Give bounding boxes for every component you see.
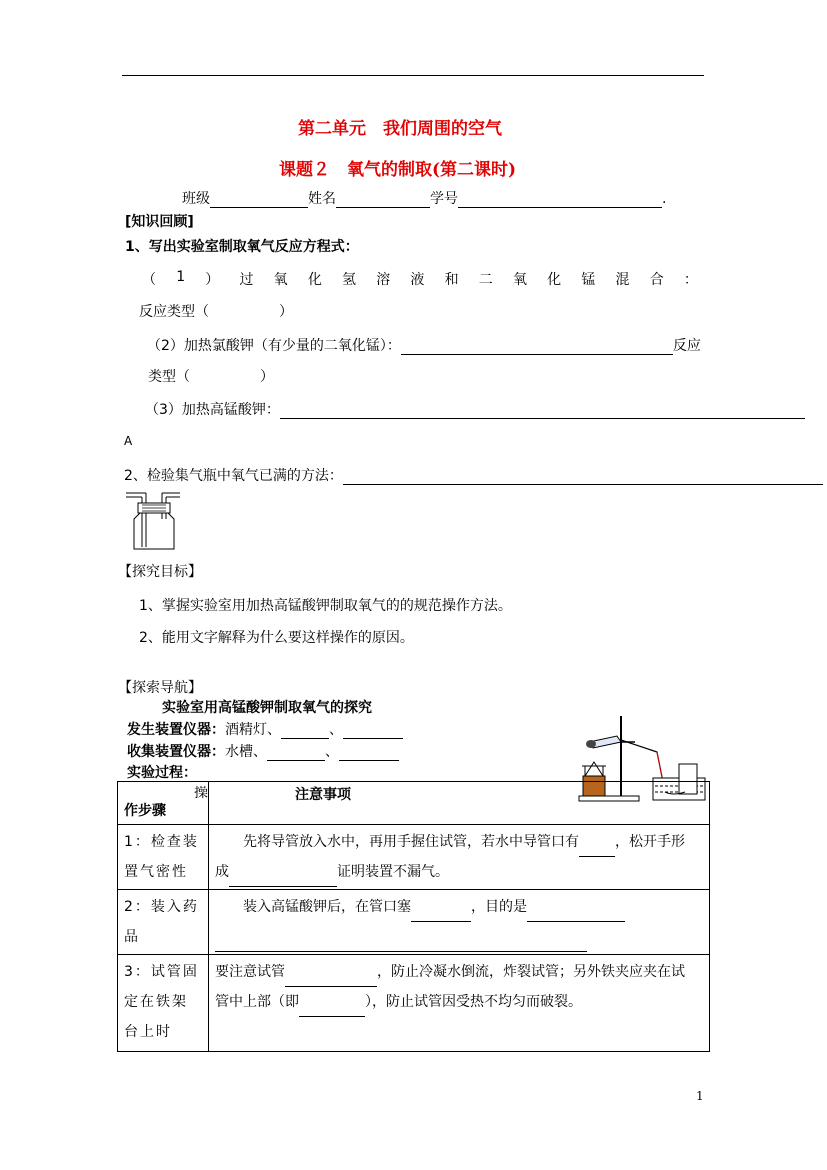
gen-sep: 、 <box>329 722 343 738</box>
notes-cell <box>209 825 710 890</box>
q1-2-text: （2）加热氯酸钾（有少量的二氧化锰）： <box>147 338 401 354</box>
row2-blank-3[interactable] <box>215 937 587 952</box>
step-cell: 2：装入药品 <box>118 890 209 955</box>
header-notes-col <box>209 782 710 825</box>
question-2 <box>124 465 823 485</box>
q1-1-char: 和 <box>444 272 459 288</box>
q1-1-char: 氧 <box>512 272 527 288</box>
header-notes-label: 注意事项 <box>295 787 351 803</box>
col-text: 水槽、 <box>225 744 267 760</box>
q1-1-char: 混 <box>615 272 630 288</box>
header-rule <box>122 75 704 76</box>
row3-blank-1[interactable] <box>285 972 377 987</box>
q1-1-reaction-type: 反应类型（ ） <box>139 304 293 320</box>
notes-cell <box>209 890 710 955</box>
gen-text: 酒精灯、 <box>225 722 281 738</box>
q1-1-char: 二 <box>478 272 493 288</box>
page-number: 1 <box>696 1089 704 1103</box>
question-1-2 <box>147 335 701 355</box>
row3-text: 要注意试管 <box>215 964 285 980</box>
goal-item: 2、能用文字解释为什么要这样操作的原因。 <box>139 630 414 646</box>
row3-line2: 管中上部（即 <box>215 994 299 1010</box>
q2-text: 2、检验集气瓶中氧气已满的方法： <box>124 468 343 484</box>
col-sep: 、 <box>325 744 339 760</box>
collector-apparatus <box>127 741 399 761</box>
row1-blank-1[interactable] <box>579 842 615 857</box>
table-row <box>118 890 710 955</box>
col-label: 收集装置仪器： <box>127 744 225 760</box>
q1-1-char: 化 <box>307 272 322 288</box>
steps-table <box>117 781 710 1052</box>
class-label: 班级 <box>182 191 210 207</box>
name-blank[interactable] <box>336 193 430 208</box>
row1-text: 先将导管放入水中，再用手握住试管，若水中导管口有 <box>243 834 579 850</box>
q1-3-text: （3）加热高锰酸钾： <box>145 402 280 418</box>
goal-item: 1、掌握实验室用加热高锰酸钾制取氧气的的规范操作方法。 <box>139 598 512 614</box>
review-heading: [知识回顾] <box>125 214 194 230</box>
row2-text-mid: ，目的是 <box>471 899 527 915</box>
q1-1-char: 化 <box>547 272 562 288</box>
step-cell: 3：试管固定在铁架台上时 <box>118 955 209 1052</box>
gen-blank-1[interactable] <box>281 724 329 739</box>
q1-1-char: 液 <box>410 272 425 288</box>
q1-2-reaction-type: 类型（ ） <box>148 369 274 385</box>
stray-letter: A <box>124 434 133 448</box>
q1-1-char: （ <box>142 272 156 288</box>
row1-line2-end: 证明装置不漏气。 <box>337 864 449 880</box>
q1-1-char: 氢 <box>342 272 357 288</box>
col-blank-1[interactable] <box>267 746 325 761</box>
row1-text-end: ，松开手形 <box>615 834 685 850</box>
table-row <box>118 955 710 1052</box>
gas-bottle-illustration <box>124 489 184 551</box>
student-info <box>182 188 666 208</box>
row1-blank-2[interactable] <box>229 872 337 887</box>
row2-text: 装入高锰酸钾后，在管口塞 <box>243 899 411 915</box>
class-blank[interactable] <box>210 193 308 208</box>
row1-line2-pre: 成 <box>215 864 229 880</box>
goals-heading: 【探究目标】 <box>118 564 202 580</box>
step-cell: 1：检查装置气密性 <box>118 825 209 890</box>
q2-blank[interactable] <box>343 470 823 485</box>
q1-1-char: 1 <box>176 269 186 285</box>
q1-3-blank[interactable] <box>280 404 805 419</box>
q1-2-after: 反应 <box>672 338 701 354</box>
col-blank-2[interactable] <box>339 746 399 761</box>
guide-subtitle: 实验室用高锰酸钾制取氧气的探究 <box>162 700 372 716</box>
table-header-row <box>118 782 710 825</box>
row3-line2-end: ），防止试管因受热不均匀而破裂。 <box>365 994 582 1010</box>
header-step-col <box>118 782 209 825</box>
guide-heading: 【探索导航】 <box>118 680 202 696</box>
question-1-3 <box>145 399 805 419</box>
question-1: 1、写出实验室制取氧气反应方程式： <box>125 239 359 255</box>
header-step-label: 作步骤 <box>124 803 166 819</box>
generator-apparatus <box>127 719 403 739</box>
notes-cell <box>209 955 710 1052</box>
row2-blank-1[interactable] <box>411 907 471 922</box>
q1-1-char: 溶 <box>376 272 391 288</box>
q1-1-char: ） <box>205 272 220 288</box>
row3-blank-2[interactable] <box>299 1002 365 1017</box>
q1-1-char: 氧 <box>273 272 288 288</box>
q1-1-char: ： <box>683 272 698 288</box>
row2-blank-2[interactable] <box>527 907 625 922</box>
unit-title: 第二单元 我们周围的空气 <box>298 119 502 139</box>
table-row <box>118 825 710 890</box>
header-step-char: 操 <box>194 786 208 800</box>
gen-blank-2[interactable] <box>343 724 403 739</box>
q1-1-char: 合 <box>649 272 664 288</box>
name-label: 姓名 <box>308 191 336 207</box>
q1-2-blank[interactable] <box>401 340 673 355</box>
process-label: 实验过程： <box>127 765 197 781</box>
end-mark: . <box>662 191 667 207</box>
id-label: 学号 <box>430 191 458 207</box>
gen-label: 发生装置仪器： <box>127 722 225 738</box>
question-1-1 <box>142 269 698 289</box>
lesson-title: 课题２ 氧气的制取(第二课时) <box>279 160 517 180</box>
id-blank[interactable] <box>458 193 662 208</box>
q1-1-char: 锰 <box>581 272 596 288</box>
row3-text-end: ，防止冷凝水倒流，炸裂试管；另外铁夹应夹在试 <box>377 964 685 980</box>
q1-1-char: 过 <box>239 272 254 288</box>
